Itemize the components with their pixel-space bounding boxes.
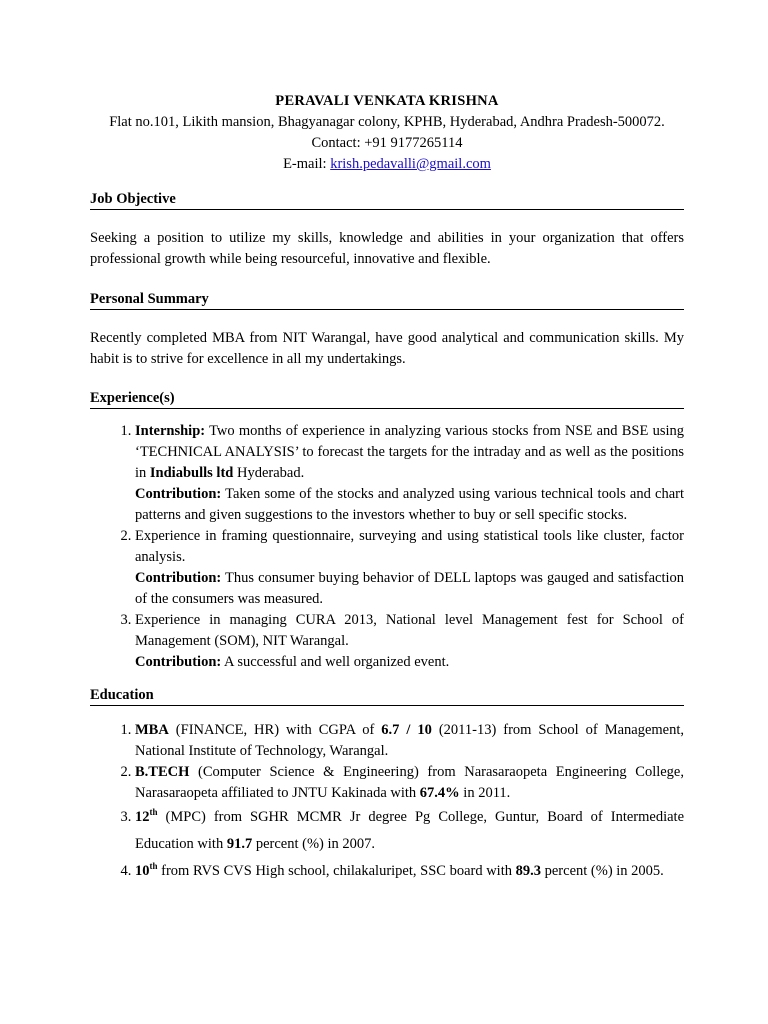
experience-text: Experience in framing questionnaire, surveying and using statistical tools like cluster, factor analysis. <box>135 528 684 565</box>
score: 6.7 / 10 <box>381 722 432 738</box>
degree-superscript: th <box>149 807 158 818</box>
education-list <box>90 720 684 885</box>
experience-text: Two months of experience in analyzing various stocks from NSE and BSE using ‘TECHNICAL ANALYSIS’ to forecast the targets for the intraday and as well as the positions in <box>135 423 684 481</box>
education-text-end: percent (%) in 2005. <box>541 863 664 879</box>
contribution-label: Contribution: <box>135 654 222 670</box>
experience-item <box>135 610 684 673</box>
candidate-name: PERAVALI VENKATA KRISHNA <box>275 93 499 109</box>
education-item <box>135 762 684 804</box>
email-label: E-mail: <box>283 156 331 172</box>
personal-summary-text: Recently completed MBA from NIT Warangal, have good analytical and communication skills. My habit is to strive for excellence in all my undertakings. <box>90 330 684 367</box>
resume-page <box>90 0 684 885</box>
experience-list <box>90 421 684 673</box>
score: 89.3 <box>515 863 541 879</box>
education-text: (FINANCE, HR) with CGPA of <box>168 722 382 738</box>
contribution-text: A successful and well organized event. <box>221 654 450 670</box>
education-item <box>135 720 684 762</box>
education-item <box>135 858 684 885</box>
section-title-experience: Experience(s) <box>90 388 684 409</box>
contribution-label: Contribution: <box>135 570 222 586</box>
degree: B.TECH <box>135 764 190 780</box>
degree: MBA <box>135 722 169 738</box>
contribution-text: Thus consumer buying behavior of DELL laptops was gauged and satisfaction of the consumers was measured. <box>135 570 684 607</box>
job-objective-text: Seeking a position to utilize my skills, knowledge and abilities in your organization that offers professional growth while being resourceful, innovative and flexible. <box>90 230 684 267</box>
education-item <box>135 804 684 858</box>
score: 91.7 <box>226 836 253 852</box>
contact-phone: Contact: +91 9177265114 <box>311 135 463 151</box>
contribution-text: Taken some of the stocks and analyzed using various technical tools and chart patterns and given suggestions to the investors whether to buy or sell specific stocks. <box>135 486 684 523</box>
degree: 12 <box>135 809 150 825</box>
email-link[interactable]: krish.pedavalli@gmail.com <box>330 156 491 172</box>
experience-text: Experience in managing CURA 2013, National level Management fest for School of Management (SOM), NIT Warangal. <box>135 612 684 649</box>
section-title-personal-summary: Personal Summary <box>90 289 684 310</box>
experience-text-end: Hyderabad. <box>233 465 305 481</box>
resume-header <box>90 0 684 175</box>
contribution-label: Contribution: <box>135 486 222 502</box>
section-title-job-objective: Job Objective <box>90 189 684 210</box>
address: Flat no.101, Likith mansion, Bhagyanagar colony, KPHB, Hyderabad, Andhra Pradesh-500072. <box>109 114 665 130</box>
education-text: (Computer Science & Engineering) from Narasaraopeta Engineering College, Narasaraopeta affiliated to JNTU Kakinada with <box>135 764 684 801</box>
company-name: Indiabulls ltd <box>149 465 234 481</box>
education-text: from RVS CVS High school, chilakaluripet, SSC board with <box>157 863 516 879</box>
education-text: (MPC) from SGHR MCMR Jr degree Pg College, Guntur, Board of Intermediate Education with <box>135 809 684 852</box>
experience-item <box>135 526 684 610</box>
degree-superscript: th <box>149 861 158 872</box>
experience-item <box>135 421 684 526</box>
score: 67.4% <box>419 785 460 801</box>
degree: 10 <box>135 863 150 879</box>
education-text-end: (2011-13) from School of Management, National Institute of Technology, Warangal. <box>135 722 685 759</box>
section-title-education: Education <box>90 685 684 706</box>
contact-email-line <box>90 154 684 175</box>
experience-lead: Internship: <box>135 423 206 439</box>
education-text-end: in 2011. <box>459 785 511 801</box>
education-text-end: percent (%) in 2007. <box>252 836 376 852</box>
